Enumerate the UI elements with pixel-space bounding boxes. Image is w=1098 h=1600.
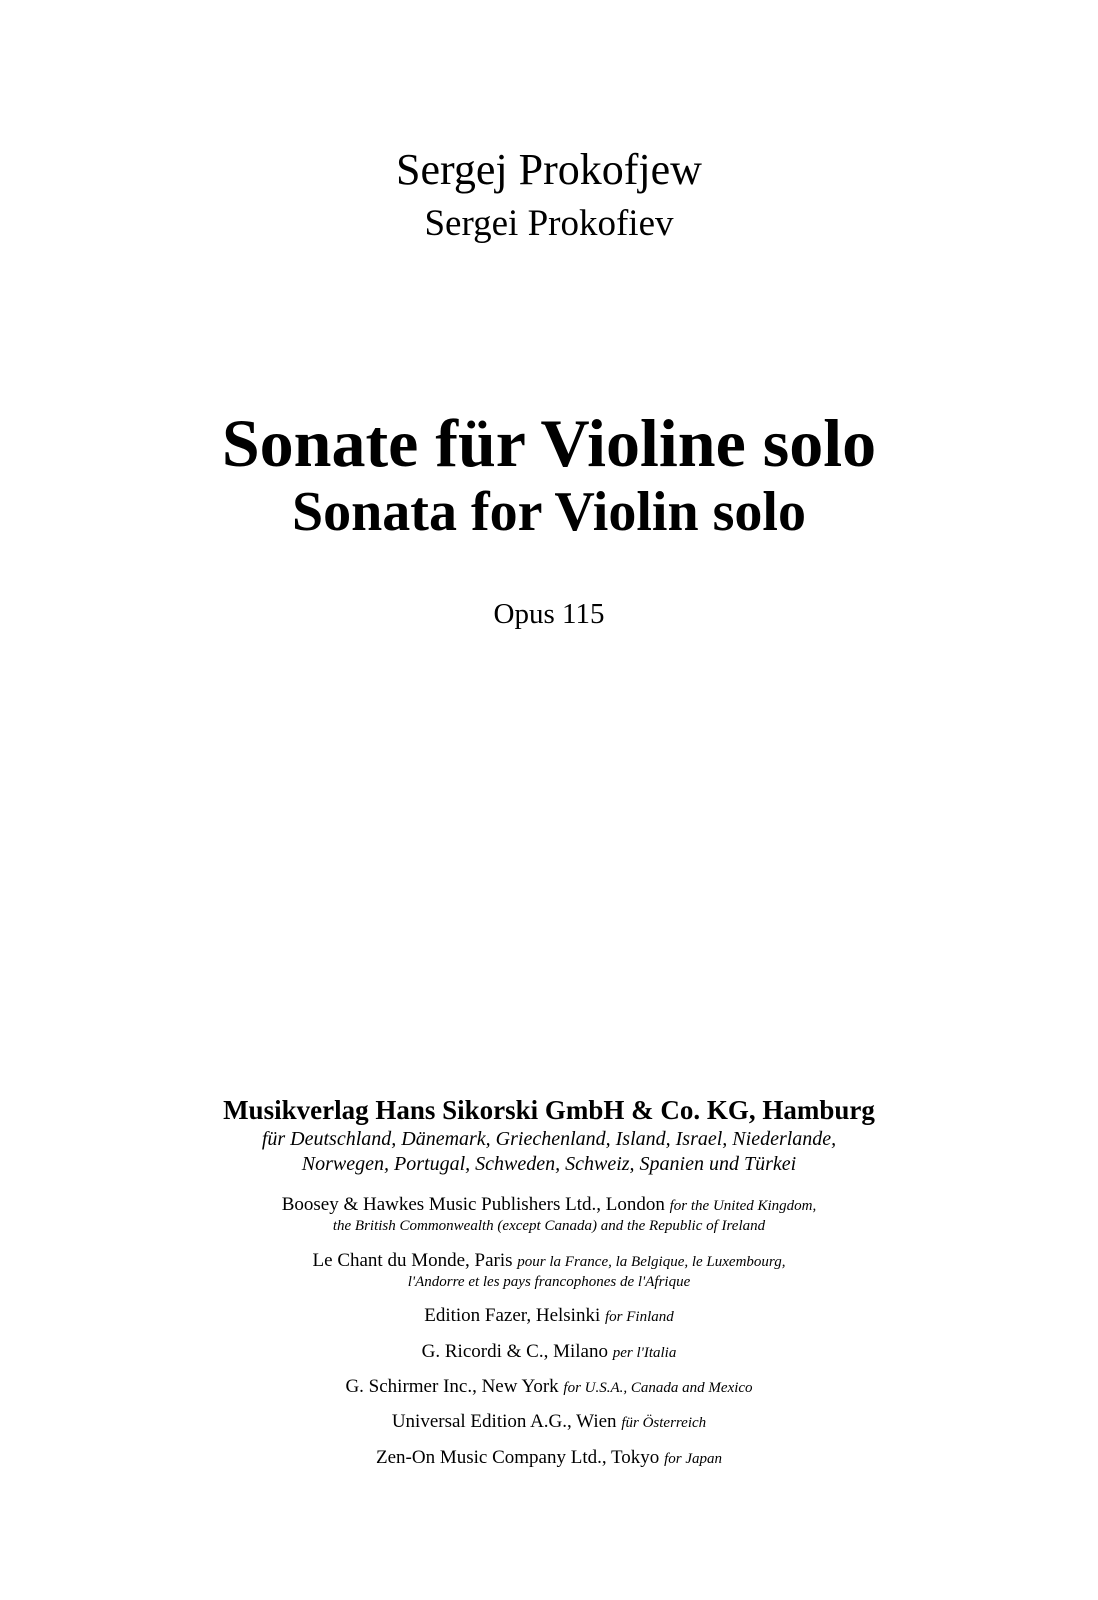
licensee-name: Boosey & Hawkes Music Publishers Ltd., London [281, 1194, 665, 1215]
work-title-german: Sonate für Violine solo [221, 405, 877, 481]
licensee-name: G. Ricordi & C., Milano [421, 1341, 608, 1362]
work-title-english: Sonata for Violin solo [292, 481, 806, 543]
licensee-name: Le Chant du Monde, Paris [312, 1250, 513, 1271]
licensee-territory-continued: l'Andorre et les pays francophones de l'Afrique [407, 1274, 691, 1290]
publisher-territory-line-1: für Deutschland, Dänemark, Griechenland, Island, Israel, Niederlande, [261, 1128, 837, 1150]
licensee-name: G. Schirmer Inc., New York [345, 1376, 559, 1397]
licensee-zen-on [0, 1446, 1098, 1471]
licensee-name: Zen-On Music Company Ltd., Tokyo [376, 1447, 660, 1468]
licensee-territory: for the United Kingdom, [669, 1198, 817, 1214]
licensee-territory-continued: the British Commonwealth (except Canada) and the Republic of Ireland [332, 1218, 766, 1234]
composer-name-german: Sergej Prokofjew [396, 145, 702, 194]
licensee-edition-fazer [0, 1304, 1098, 1329]
licensee-le-chant-du-monde [0, 1249, 1098, 1274]
publisher-territory-line-2: Norwegen, Portugal, Schweden, Schweiz, Spanien und Türkei [301, 1153, 797, 1175]
licensee-universal-edition [0, 1410, 1098, 1435]
licensee-territory: for Japan [664, 1451, 722, 1467]
licensee-territory: für Österreich [621, 1415, 707, 1431]
licensee-territory: pour la France, la Belgique, le Luxembourg, [517, 1254, 786, 1270]
licensee-name: Edition Fazer, Helsinki [424, 1305, 601, 1326]
licensee-boosey-hawkes [0, 1193, 1098, 1218]
licensee-ricordi [0, 1340, 1098, 1365]
licensee-schirmer [0, 1375, 1098, 1400]
composer-name-english: Sergei Prokofiev [424, 203, 674, 244]
licensee-territory: for Finland [605, 1309, 674, 1325]
opus-number: Opus 115 [493, 598, 605, 630]
licensee-name: Universal Edition A.G., Wien [391, 1411, 617, 1432]
licensee-territory: per l'Italia [612, 1345, 677, 1361]
publisher-name: Musikverlag Hans Sikorski GmbH & Co. KG, Hamburg [223, 1095, 875, 1125]
licensee-territory: for U.S.A., Canada and Mexico [563, 1380, 753, 1396]
